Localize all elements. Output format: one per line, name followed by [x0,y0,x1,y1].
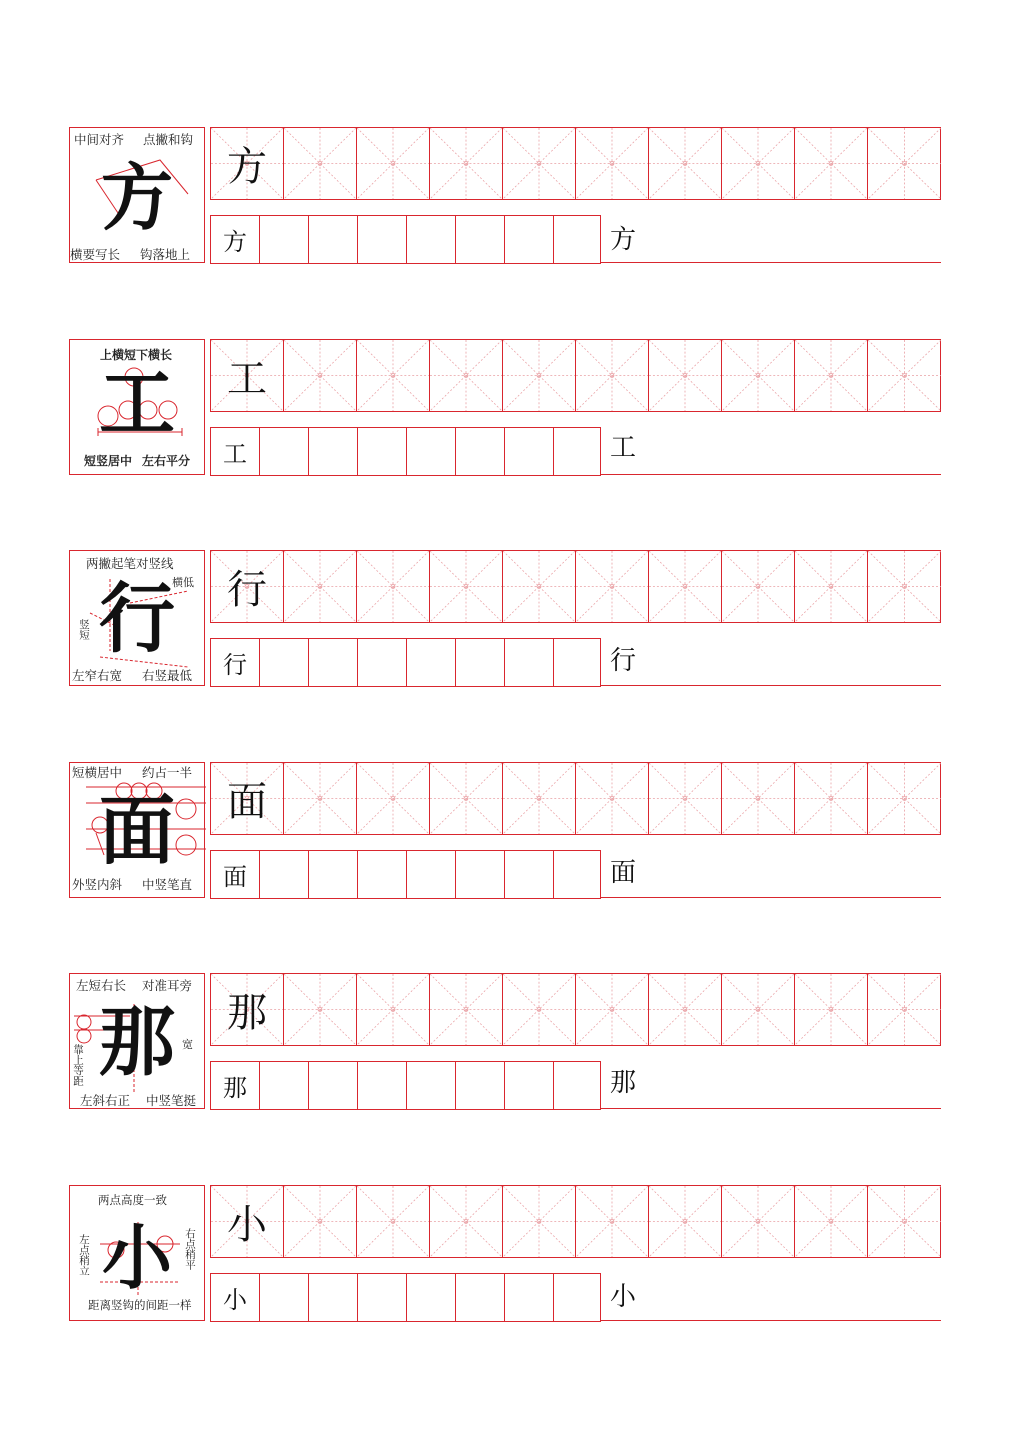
rice-grid-lines [649,340,721,411]
model-cell [211,128,284,199]
small-model-cell: 面 [211,851,260,898]
rice-grid-lines [576,974,648,1045]
small-practice-cell[interactable] [456,216,505,263]
line-start-character: 小 [610,1282,637,1312]
small-practice-row [210,1273,601,1322]
tip-text: 右竖最低 [142,668,193,683]
rice-grid-lines [576,340,648,411]
writing-line[interactable] [601,262,941,263]
rice-grid-lines [649,974,721,1045]
model-character: 方 [227,144,267,190]
tip-text: 左短右长 [76,978,127,993]
tip-text: 横要写长 [70,247,121,262]
guide-box [69,550,205,686]
guide-box [69,127,205,263]
practice-cell[interactable] [503,128,576,199]
practice-cell[interactable] [649,128,722,199]
example-character: 小 [102,1217,172,1299]
practice-cell[interactable] [576,1186,649,1257]
rice-grid-lines [795,974,867,1045]
rice-grid-lines [284,974,356,1045]
practice-cell[interactable] [430,763,503,834]
small-model-cell: 小 [211,1274,260,1321]
small-practice-cell[interactable] [309,639,358,686]
practice-cell[interactable] [357,1186,430,1257]
small-practice-row [210,427,601,476]
tip-text: 两撇起笔对竖线 [86,556,174,571]
rice-grid-lines [503,340,575,411]
practice-cell[interactable] [284,340,357,411]
rice-grid-lines [503,1186,575,1257]
model-cell [211,1186,284,1257]
small-practice-cell[interactable] [260,851,309,898]
rice-grid-lines [868,763,941,834]
small-practice-cell[interactable] [505,851,554,898]
small-practice-cell[interactable] [554,851,603,898]
practice-cell[interactable] [430,128,503,199]
small-practice-cell[interactable] [505,1062,554,1109]
practice-cell[interactable] [357,128,430,199]
practice-cell[interactable] [357,340,430,411]
small-practice-cell[interactable] [407,1062,456,1109]
rice-grid-lines [722,128,794,199]
small-practice-cell[interactable] [456,639,505,686]
rice-grid-lines [503,551,575,622]
tip-text: 点撇和钩 [143,132,194,147]
guide-box [69,339,205,475]
example-character: 面 [99,786,175,875]
rice-grid-lines [868,974,941,1045]
rice-grid-lines [503,128,575,199]
rice-grid-lines [284,1186,356,1257]
practice-cell[interactable] [503,763,576,834]
tip-text: 左点稍立 [78,1234,90,1276]
rice-grid-lines [649,551,721,622]
guide-box [69,762,205,898]
small-model-cell: 方 [211,216,260,263]
rice-grid-lines [357,1186,429,1257]
tip-text: 短横居中 [72,765,123,780]
tracing-row [210,762,941,835]
model-cell [211,974,284,1045]
tracing-row [210,550,941,623]
practice-cell[interactable] [649,551,722,622]
writing-line[interactable] [601,1108,941,1109]
rice-grid-lines [430,1186,502,1257]
line-start-character: 面 [610,858,637,888]
rice-grid-lines [722,340,794,411]
practice-cell[interactable] [868,974,941,1045]
tracing-row [210,127,941,200]
practice-cell[interactable] [357,551,430,622]
practice-cell[interactable] [649,763,722,834]
rice-grid-lines [357,763,429,834]
rice-grid-lines [795,551,867,622]
practice-cell[interactable] [357,763,430,834]
practice-cell[interactable] [722,974,795,1045]
small-practice-cell[interactable] [358,851,407,898]
rice-grid-lines [503,763,575,834]
practice-cell[interactable] [357,974,430,1045]
tip-text: 短竖居中 [84,454,133,468]
small-practice-row [210,638,601,687]
practice-cell[interactable] [284,551,357,622]
rice-grid-lines [649,763,721,834]
small-practice-cell[interactable] [309,1062,358,1109]
rice-grid-lines [649,1186,721,1257]
rice-grid-lines [722,1186,794,1257]
rice-grid-lines [357,128,429,199]
practice-cell[interactable] [430,551,503,622]
rice-grid-lines [649,128,721,199]
small-practice-cell[interactable] [358,216,407,263]
writing-line[interactable] [601,685,941,686]
practice-cell[interactable] [722,763,795,834]
model-character: 小 [227,1202,267,1248]
rice-grid-lines [868,128,941,199]
practice-cell[interactable] [284,974,357,1045]
rice-grid-lines [722,974,794,1045]
small-practice-cell[interactable] [456,851,505,898]
rice-grid-lines [868,551,941,622]
practice-cell[interactable] [795,128,868,199]
line-start-character: 行 [610,646,637,676]
small-practice-cell[interactable] [407,216,456,263]
tip-text: 中竖笔直 [142,877,193,892]
practice-cell[interactable] [649,1186,722,1257]
practice-cell[interactable] [284,763,357,834]
practice-cell[interactable] [722,551,795,622]
small-practice-cell[interactable] [505,428,554,475]
tip-text: 右点稍平 [184,1228,196,1270]
practice-cell[interactable] [430,340,503,411]
small-practice-cell[interactable] [260,428,309,475]
practice-cell[interactable] [722,128,795,199]
practice-cell[interactable] [868,1186,941,1257]
tracing-row [210,973,941,1046]
writing-line[interactable] [601,1320,941,1321]
practice-cell[interactable] [430,974,503,1045]
line-start-character: 方 [610,225,637,255]
model-cell [211,763,284,834]
model-cell [211,340,284,411]
guide-box [69,973,205,1109]
tip-text: 中间对齐 [74,132,125,147]
tip-text: 横低 [172,576,194,589]
rice-grid-lines [576,551,648,622]
rice-grid-lines [576,763,648,834]
guide-box [69,1185,205,1321]
practice-cell[interactable] [795,1186,868,1257]
rice-grid-lines [576,1186,648,1257]
small-practice-cell[interactable] [505,216,554,263]
model-character: 行 [227,567,267,613]
practice-cell[interactable] [576,340,649,411]
practice-cell[interactable] [868,551,941,622]
model-character: 面 [227,779,267,825]
rice-grid-lines [868,340,941,411]
small-practice-cell[interactable] [505,1274,554,1321]
practice-cell[interactable] [649,974,722,1045]
small-practice-cell[interactable] [260,1274,309,1321]
rice-grid-lines [430,551,502,622]
small-practice-cell[interactable] [309,1274,358,1321]
rice-grid-lines [430,340,502,411]
practice-cell[interactable] [503,340,576,411]
small-practice-cell[interactable] [554,639,603,686]
tracing-row [210,1185,941,1258]
small-practice-cell[interactable] [554,428,603,475]
tip-text: 宽 [182,1038,193,1051]
small-practice-cell[interactable] [358,428,407,475]
practice-cell[interactable] [868,340,941,411]
model-character: 工 [227,356,267,402]
tip-text: 左斜右正 [80,1093,131,1108]
rice-grid-lines [795,1186,867,1257]
model-cell [211,551,284,622]
practice-cell[interactable] [576,763,649,834]
small-practice-cell[interactable] [554,1274,603,1321]
practice-cell[interactable] [576,551,649,622]
practice-cell[interactable] [503,1186,576,1257]
small-practice-cell[interactable] [554,216,603,263]
tip-text: 上横短下横长 [100,348,173,362]
small-practice-cell[interactable] [407,639,456,686]
rice-grid-lines [503,974,575,1045]
tracing-row [210,339,941,412]
rice-grid-lines [795,340,867,411]
rice-grid-lines [284,763,356,834]
tip-text: 两点高度一致 [98,1193,167,1207]
line-start-character: 工 [610,433,637,463]
example-character: 方 [100,156,173,240]
practice-cell[interactable] [868,763,941,834]
small-practice-cell[interactable] [358,1274,407,1321]
line-start-character: 那 [610,1068,637,1098]
small-model-cell: 那 [211,1062,260,1109]
practice-cell[interactable] [576,128,649,199]
small-practice-cell[interactable] [260,1062,309,1109]
tip-text: 靠上等距 [72,1044,84,1086]
writing-line[interactable] [601,897,941,898]
rice-grid-lines [722,551,794,622]
tip-text: 左右平分 [142,454,191,468]
small-practice-row [210,1061,601,1110]
small-practice-cell[interactable] [358,639,407,686]
small-practice-cell[interactable] [309,851,358,898]
rice-grid-lines [284,340,356,411]
practice-cell[interactable] [503,974,576,1045]
small-practice-cell[interactable] [260,639,309,686]
practice-cell[interactable] [649,340,722,411]
small-practice-cell[interactable] [456,1062,505,1109]
rice-grid-lines [357,551,429,622]
rice-grid-lines [795,763,867,834]
small-model-cell: 行 [211,639,260,686]
practice-cell[interactable] [576,974,649,1045]
small-practice-cell[interactable] [456,1274,505,1321]
example-character: 那 [99,997,175,1086]
example-character: 行 [99,574,175,663]
small-practice-cell[interactable] [358,1062,407,1109]
small-practice-cell[interactable] [309,216,358,263]
small-practice-cell[interactable] [407,1274,456,1321]
small-practice-cell[interactable] [309,428,358,475]
tip-text: 距离竖钩的间距一样 [88,1298,192,1312]
rice-grid-lines [284,551,356,622]
tip-text: 约占一半 [142,765,193,780]
practice-cell[interactable] [795,340,868,411]
tip-text: 对准耳旁 [142,978,193,993]
practice-cell[interactable] [722,1186,795,1257]
practice-cell[interactable] [795,763,868,834]
practice-cell[interactable] [722,340,795,411]
rice-grid-lines [430,974,502,1045]
rice-grid-lines [357,974,429,1045]
tip-text: 左窄右宽 [72,668,123,683]
rice-grid-lines [576,128,648,199]
tip-text: 竖短 [78,619,90,640]
rice-grid-lines [284,128,356,199]
small-practice-cell[interactable] [456,428,505,475]
rice-grid-lines [430,128,502,199]
rice-grid-lines [795,128,867,199]
small-practice-cell[interactable] [260,216,309,263]
small-practice-row [210,850,601,899]
practice-cell[interactable] [503,551,576,622]
practice-cell[interactable] [284,128,357,199]
writing-line[interactable] [601,474,941,475]
small-practice-cell[interactable] [554,1062,603,1109]
small-practice-cell[interactable] [407,851,456,898]
small-model-cell: 工 [211,428,260,475]
small-practice-cell[interactable] [505,639,554,686]
rice-grid-lines [722,763,794,834]
example-character: 工 [99,359,175,448]
practice-cell[interactable] [795,551,868,622]
practice-cell[interactable] [284,1186,357,1257]
tip-text: 钩落地上 [140,247,191,262]
model-character: 那 [227,990,267,1036]
rice-grid-lines [868,1186,941,1257]
rice-grid-lines [430,763,502,834]
practice-cell[interactable] [430,1186,503,1257]
small-practice-cell[interactable] [407,428,456,475]
small-practice-row [210,215,601,264]
tip-text: 外竖内斜 [72,877,123,892]
practice-cell[interactable] [795,974,868,1045]
rice-grid-lines [357,340,429,411]
practice-cell[interactable] [868,128,941,199]
tip-text: 中竖笔挺 [146,1093,197,1108]
